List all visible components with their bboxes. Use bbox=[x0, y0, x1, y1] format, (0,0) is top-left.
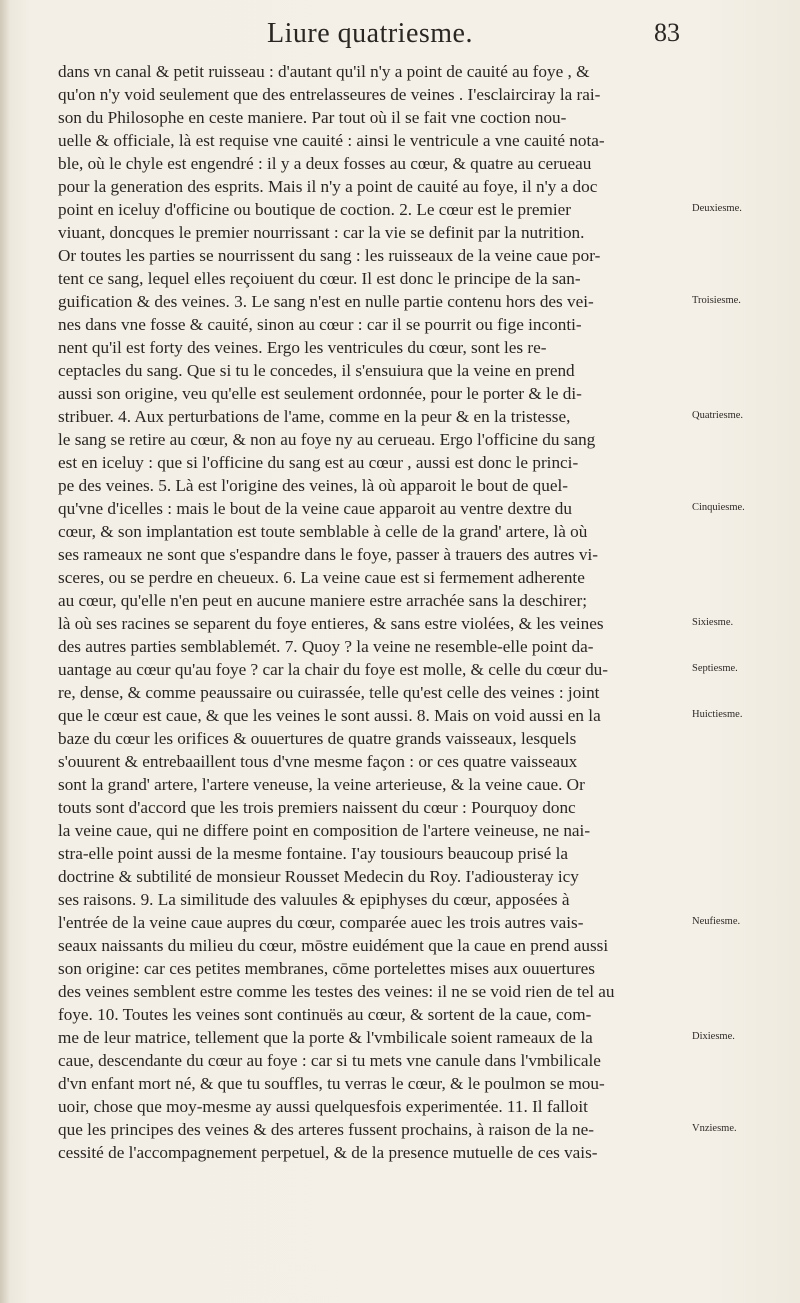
text-line: ceptacles du sang. Que si tu le concedes, il s'ensuiura que la veine en prend bbox=[58, 361, 575, 380]
text-line: son origine: car ces petites membranes, cōme portelettes mises aux ouuertures bbox=[58, 959, 595, 978]
text-line: qu'vne d'icelles : mais le bout de la veine caue apparoit au ventre dextre du bbox=[58, 499, 572, 518]
text-line: pour la generation des esprits. Mais il n'y a point de cauité au foye, il n'y a doc bbox=[58, 177, 598, 196]
running-title: Liure quatriesme. bbox=[267, 18, 473, 49]
text-line: l'entrée de la veine caue aupres du cœur, comparée auec les trois autres vais- bbox=[58, 913, 584, 932]
text-line: qu'on n'y void seulement que des entrelasseures de veines . I'esclairciray la rai- bbox=[58, 85, 601, 104]
text-line: sont la grand' artere, l'artere veneuse, la veine arterieuse, & la veine caue. Or bbox=[58, 775, 585, 794]
text-line: me de leur matrice, tellement que la porte & l'vmbilicale soient rameaux de la bbox=[58, 1028, 593, 1047]
text-line: viuant, doncques le premier nourrissant : car la vie se definit par la nutrition. bbox=[58, 223, 585, 242]
text-line: stribuer. 4. Aux perturbations de l'ame, comme en la peur & en la tristesse, bbox=[58, 407, 571, 426]
margin-note: Neufiesme. bbox=[692, 916, 741, 927]
text-line: pe des veines. 5. Là est l'origine des veines, là où apparoit le bout de quel- bbox=[58, 476, 568, 495]
text-line: uoir, chose que moy-mesme ay aussi quelquesfois experimentée. 11. Il falloit bbox=[58, 1097, 588, 1116]
margin-note: Huictiesme. bbox=[692, 709, 743, 720]
text-line: ses raisons. 9. La similitude des valuules & epiphyses du cœur, apposées à bbox=[58, 890, 570, 909]
text-line: baze du cœur les orifices & ouuertures de quatre grands vaisseaux, lesquels bbox=[58, 729, 577, 748]
text-line: stra-elle point aussi de la mesme fontaine. I'ay tousiours beaucoup prisé la bbox=[58, 844, 568, 863]
margin-note: Deuxiesme. bbox=[692, 203, 742, 214]
text-line: ses rameaux ne sont que s'espandre dans le foye, passer à trauers des autres vi- bbox=[58, 545, 599, 564]
text-line: le sang se retire au cœur, & non au foye ny au cerueau. Ergo l'officine du sang bbox=[58, 430, 596, 449]
text-line: des veines semblent estre comme les testes des veines: il ne se void rien de tel au bbox=[58, 982, 615, 1001]
text-line: nent qu'il est forty des veines. Ergo les ventricules du cœur, sont les re- bbox=[58, 338, 547, 357]
text-line: touts sont d'accord que les trois premiers naissent du cœur : Pourquoy donc bbox=[58, 798, 576, 817]
text-line: aussi son origine, veu qu'elle est seulement ordonnée, pour le porter & le di- bbox=[58, 384, 582, 403]
text-line: caue, descendante du cœur au foye : car si tu mets vne canule dans l'vmbilicale bbox=[58, 1051, 601, 1070]
page-header bbox=[60, 18, 680, 52]
margin-note: Dixiesme. bbox=[692, 1031, 735, 1042]
text-line: doctrine & subtilité de monsieur Rousset Medecin du Roy. I'adiousteray icy bbox=[58, 867, 579, 886]
body-text bbox=[58, 60, 680, 1164]
text-line: uantage au cœur qu'au foye ? car la chair du foye est molle, & celle du cœur du- bbox=[58, 660, 608, 679]
page-gutter-shadow bbox=[0, 0, 10, 1303]
text-line: d'vn enfant mort né, & que tu souffles, tu verras le cœur, & le poulmon se mou- bbox=[58, 1074, 605, 1093]
text-line: point en iceluy d'officine ou boutique de coction. 2. Le cœur est le premier bbox=[58, 200, 571, 219]
text-line: ble, où le chyle est engendré : il y a deux fosses au cœur, & quatre au cerueau bbox=[58, 154, 592, 173]
text-line: nes dans vne fosse & cauité, sinon au cœur : car il se pourrit ou fige inconti- bbox=[58, 315, 582, 334]
text-line: foye. 10. Toutes les veines sont continuës au cœur, & sortent de la caue, com- bbox=[58, 1005, 592, 1024]
margin-note: Cinquiesme. bbox=[692, 502, 745, 513]
text-line: que les principes des veines & des arteres fussent prochains, à raison de la ne- bbox=[58, 1120, 594, 1139]
text-line: Or toutes les parties se nourrissent du sang : les ruisseaux de la veine caue por- bbox=[58, 246, 601, 265]
page-number: 83 bbox=[654, 18, 680, 47]
text-line: cœur, & son implantation est toute semblable à celle de la grand' artere, là où bbox=[58, 522, 588, 541]
text-line: sceres, ou se perdre en cheueux. 6. La veine caue est si fermement adherente bbox=[58, 568, 585, 587]
text-line: que le cœur est caue, & que les veines le sont aussi. 8. Mais on void aussi en la bbox=[58, 706, 601, 725]
text-line: s'ouurent & entrebaaillent tous d'vne mesme façon : or ces quatre vaisseaux bbox=[58, 752, 578, 771]
text-line: son du Philosophe en ceste maniere. Par tout où il se fait vne coction nou- bbox=[58, 108, 567, 127]
text-line: la veine caue, qui ne differe point en composition de l'artere veineuse, ne nai- bbox=[58, 821, 591, 840]
margin-note: Sixiesme. bbox=[692, 617, 734, 628]
text-line: est en iceluy : que si l'officine du sang est au cœur , aussi est donc le princi- bbox=[58, 453, 579, 472]
text-line: au cœur, qu'elle n'en peut en aucune maniere estre arrachée sans la deschirer; bbox=[58, 591, 587, 610]
text-line: seaux naissants du milieu du cœur, mōstre euidément que la caue en prend aussi bbox=[58, 936, 609, 955]
text-line: re, dense, & comme peaussaire ou cuirassée, telle qu'est celle des veines : joint bbox=[58, 683, 600, 702]
text-line: cessité de l'accompagnement perpetuel, & de la presence mutuelle de ces vais- bbox=[58, 1143, 598, 1162]
margin-note: Vnziesme. bbox=[692, 1123, 737, 1134]
text-line: uelle & officiale, là est requise vne cauité : ainsi le ventricule a vne cauité nota- bbox=[58, 131, 605, 150]
margin-note: Septiesme. bbox=[692, 663, 738, 674]
margin-note: Quatriesme. bbox=[692, 410, 744, 421]
text-line: des autres parties semblablemét. 7. Quoy ? la veine ne resemble-elle point da- bbox=[58, 637, 594, 656]
text-line: dans vn canal & petit ruisseau : d'autant qu'il n'y a point de cauité au foye , & bbox=[58, 62, 590, 81]
margin-note: Troisiesme. bbox=[692, 295, 741, 306]
text-line: guification & des veines. 3. Le sang n'est en nulle partie contenu hors des vei- bbox=[58, 292, 594, 311]
text-line: tent ce sang, lequel elles reçoiuent du cœur. Il est donc le principe de la san- bbox=[58, 269, 581, 288]
text-line: là où ses racines se separent du foye entieres, & sans estre violées, & les veines bbox=[58, 614, 604, 633]
